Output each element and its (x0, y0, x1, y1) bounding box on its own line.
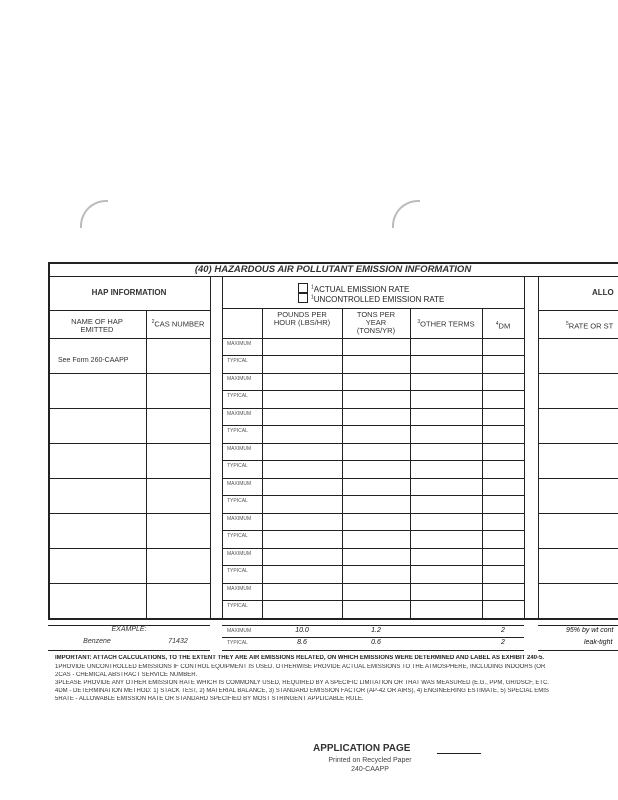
note-3: 3PLEASE PROVIDE ANY OTHER EMISSION RATE WHICH IS COMMONLY USED, REQUIRED BY A SPECIFIC LIMITATION OR THAT WAS MEASURED (E.G., PPM, GR/DSCF, ETC. (55, 680, 550, 686)
row-label-typical: TYPICAL (227, 358, 248, 364)
example-typ-lbs: 8.6 (297, 639, 307, 646)
col-tons-header: TONS PER YEAR (TONS/YR) (356, 310, 396, 335)
row-label-typical: TYPICAL (227, 498, 248, 504)
allowable-header: ALLO (592, 288, 614, 297)
actual-emission-option[interactable]: $^1$ACTUAL EMISSION RATE (298, 283, 409, 294)
first-row-name: See Form 260-CAAPP (58, 357, 129, 364)
uncontrolled-emission-checkbox[interactable] (298, 293, 308, 303)
form-id: 240-CAAPP (351, 766, 389, 773)
example-label: EXAMPLE: (111, 626, 147, 633)
example-typ-dm: 2 (501, 639, 505, 646)
punch-hole-right-mark (392, 200, 420, 228)
note-5: 5RATE - ALLOWABLE EMISSION RATE OR STANDARD SPECIFIED BY MOST STRINGENT APPLICABLE RULE. (55, 696, 364, 702)
col-other-header: $^3$OTHER TERMS (417, 319, 475, 329)
row-label-maximum: MAXIMUM (227, 376, 252, 382)
row-label-typical: TYPICAL (227, 533, 248, 539)
row-label-typical: TYPICAL (227, 568, 248, 574)
form-title: (40) HAZARDOUS AIR POLLUTANT EMISSION INFORMATION (194, 264, 472, 275)
row-label-typical: TYPICAL (227, 463, 248, 469)
row-label-maximum: MAXIMUM (227, 341, 252, 347)
uncontrolled-emission-option[interactable]: $^1$UNCONTROLLED EMISSION RATE (298, 293, 444, 304)
col-dm-header: $^4$DM (495, 321, 511, 331)
example-typ-label: TYPICAL (227, 640, 248, 646)
example-rate-typ: leak-tight (584, 639, 613, 646)
example-max-tons: 1.2 (371, 627, 381, 634)
row-label-maximum: MAXIMUM (227, 481, 252, 487)
note-2: 2CAS - CHEMICAL ABSTRACT SERVICE NUMBER. (55, 672, 198, 678)
note-4: 4DM - DETERMINATION METHOD: 1) STACK TEST, 2) MATERIAL BALANCE, 3) STANDARD EMISSION FACTOR (AP-42 OR AIRS), 4) ENGINEERING ESTIMATE, 5) SPECIAL EMIS (55, 688, 549, 694)
example-max-label: MAXIMUM (227, 628, 252, 634)
col-cas-header: $^2$CAS NUMBER (151, 319, 205, 329)
row-label-maximum: MAXIMUM (227, 516, 252, 522)
example-typ-tons: 0.6 (371, 639, 381, 646)
hap-information-header: HAP INFORMATION (91, 288, 167, 297)
row-label-typical: TYPICAL (227, 393, 248, 399)
recycled-paper-note: Printed on Recycled Paper (328, 757, 412, 764)
col-pounds-header: POUNDS PER HOUR (LBS/HR) (273, 310, 331, 327)
page-number-line[interactable] (437, 753, 481, 754)
row-label-maximum: MAXIMUM (227, 446, 252, 452)
example-name: Benzene (83, 638, 111, 645)
example-max-dm: 2 (501, 627, 505, 634)
example-max-lbs: 10.0 (295, 627, 309, 634)
row-label-maximum: MAXIMUM (227, 411, 252, 417)
row-label-typical: TYPICAL (227, 428, 248, 434)
note-important: IMPORTANT: ATTACH CALCULATIONS, TO THE EXTENT THEY ARE AIR EMISSIONS RELATED, ON WHICH EMISSIONS WERE DETERMINED AND LABEL AS EXHIBIT 240-5. (55, 655, 545, 661)
example-rate-max: 95% by wt cont (566, 627, 614, 634)
row-label-maximum: MAXIMUM (227, 551, 252, 557)
row-label-typical: TYPICAL (227, 603, 248, 609)
col-name-header: NAME OF HAP EMITTED (71, 317, 123, 334)
application-page-label: APPLICATION PAGE (313, 743, 411, 754)
note-1: 1PROVIDE UNCONTROLLED EMISSIONS IF CONTROL EQUIPMENT IS USED. OTHERWISE PROVIDE ACTUAL EMISSIONS TO THE ATMOSPHERE, INCLUDING INDOORS (OR (55, 664, 546, 670)
punch-hole-left-mark (80, 200, 108, 228)
example-cas: 71432 (168, 638, 188, 645)
actual-emission-checkbox[interactable] (298, 283, 308, 293)
col-rate-header: $^5$RATE OR ST (566, 321, 614, 331)
row-label-maximum: MAXIMUM (227, 586, 252, 592)
